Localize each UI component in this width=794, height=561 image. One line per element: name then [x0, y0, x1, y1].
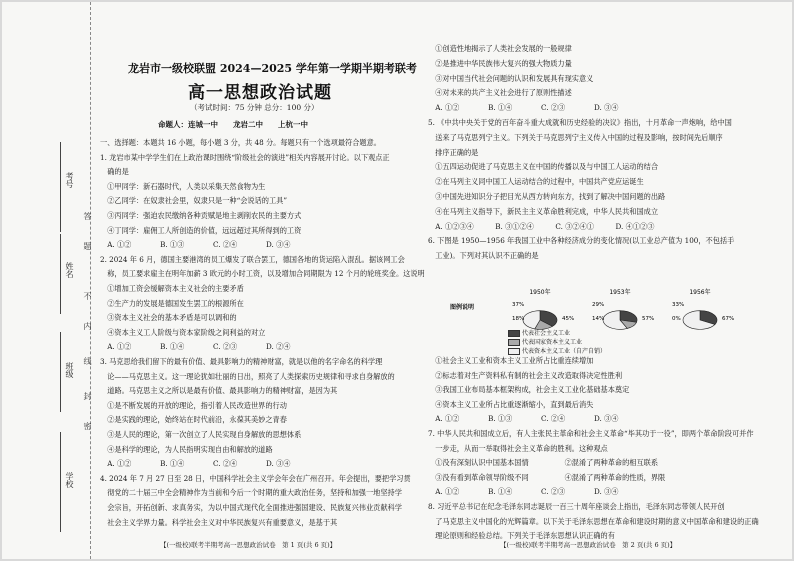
- label-school: 学校: [65, 472, 74, 488]
- left-footer: 【(一级校)联考半期考高一思想政治试卷 第 1 页(共 6 页)】: [160, 541, 337, 549]
- legend-swatch: [508, 330, 520, 337]
- pie-percent-label: 57%: [642, 316, 655, 322]
- text-line: 3. 马克思给我们留下的最有价值、最具影响力的精神财富，就是以他的名字命名的科学理: [100, 357, 383, 366]
- school-line[interactable]: [60, 432, 61, 532]
- text-line: ④对未来的共产主义社会进行了原则性描述: [428, 88, 572, 98]
- text-line: 排序正确的是: [428, 147, 479, 157]
- text-line: ②是实践的理论，始终站在时代前沿，永葆其美妙之青春: [100, 415, 287, 425]
- text-line: 7. 中华人民共和国成立后，有人主张民主革命和社会主义革命“毕其功于一役”，即两个革命阶段可并作: [428, 429, 754, 438]
- text-line: 一步走，从而一举取得社会主义革命的胜利。这种观点: [428, 443, 608, 453]
- pie-year-label: 1953年: [609, 289, 631, 296]
- text-line: 社会主义学界力量。科学社会主义对中华民族复兴有重要意义，是基于其: [100, 517, 338, 527]
- text-line: 会宗旨，开拓创新、求真务实，为以中国式现代化全面推进强国建设、民族复兴伟业贡献科学: [100, 503, 402, 512]
- text-line: 道路。马克思主义之所以是最有价值、最具影响力的精神财富，是因为其: [100, 386, 338, 396]
- warn-char-1: 答: [83, 212, 92, 222]
- warn-char-6: 封: [83, 392, 92, 402]
- text-line: 论——马克思主义。这一理论犹如壮丽的日出，照亮了人类探索历史规律和寻求自身解放的: [100, 371, 395, 381]
- text-line: 1. 龙岩市某中学学生们在上政治课时围绕“阶级社会的演进”相关内容展开讨论。以下观点正: [100, 152, 390, 162]
- pie-percent-label: 0%: [672, 316, 681, 322]
- legend-label: 代表社会主义工业: [522, 330, 571, 337]
- text-line: ③中国先进知识分子把目光从西方转向东方，找到了解决中国问题的出路: [428, 192, 666, 201]
- label-exam-no: 考号: [65, 172, 74, 188]
- text-line: ①增加工资会缓解资本主义社会的主要矛盾: [100, 284, 244, 293]
- text-line: 工业)。下列对其认识不正确的是: [428, 251, 539, 261]
- legend-swatch: [508, 339, 520, 346]
- pie-percent-label: 29%: [592, 302, 605, 308]
- warn-char-2: 题: [83, 242, 92, 252]
- chart-legend: [508, 328, 606, 355]
- text-line: 6. 下图是 1950—1956 年我国工业中各种经济成分的变化情况(以工业总产值为 100，不包括手: [428, 236, 735, 246]
- text-line: 彻党的二十届三中全会精神作为当前和今后一个时期的重大政治任务，坚持和加强一地坚持学: [100, 488, 402, 498]
- warn-char-7: 密: [83, 422, 92, 432]
- text-line: ④在马列主义指导下，新民主主义革命胜利完成，中华人民共和国成立: [428, 206, 659, 216]
- text-line: A. ①② B. ①④ C. ②④ D. ③④: [100, 459, 291, 469]
- text-line: ④是科学的理论，为人民指明实现自由和解放的道路: [100, 444, 273, 454]
- name-line[interactable]: [60, 234, 61, 314]
- text-line: 称，员工要求雇主在明年加薪 3 欧元的小时工资，以及增加合同期限为 12 个月的轮班奖金。这说明: [100, 269, 425, 279]
- text-line: A. ①② B. ①④ C. ②③ D. ③④: [428, 487, 619, 497]
- warn-char-5: 线: [83, 357, 92, 367]
- text-line: A. ①② B. ①③ C. ②④ D. ③④: [428, 414, 619, 424]
- text-line: ①社会主义工业和资本主义工业所占比重连续增加: [428, 356, 594, 365]
- legend-label: 代表资本主义工业（自产自销）: [522, 348, 607, 355]
- text-line: ①没有深刻认识中国基本国情 ②混淆了两种革命的相互联系: [428, 458, 659, 468]
- label-class: 班级: [65, 362, 74, 378]
- warn-char-4: 内: [83, 322, 92, 332]
- right-footer: 【(一级校)联考半期考高一思想政治试卷 第 2 页(共 6 页)】: [500, 541, 677, 549]
- pie-percent-label: 67%: [722, 316, 735, 322]
- pie-percent-label: 18%: [512, 316, 525, 322]
- exam-no-line[interactable]: [60, 142, 61, 232]
- class-line[interactable]: [60, 332, 61, 412]
- text-line: ①五四运动促进了马克思主义在中国的传播以及与中国工人运动的结合: [428, 162, 659, 172]
- legend-label: 代表国家资本主义工业: [522, 339, 583, 346]
- authors: 命题人：连城一中 龙岩二中 上杭一中: [158, 120, 308, 129]
- text-line: ②是推进中华民族伟大复兴的强大物质力量: [428, 58, 572, 68]
- text-line: ③对中国当代社会问题的认识和发展具有现实意义: [428, 73, 594, 83]
- legend-item: [508, 337, 606, 346]
- text-line: 确的是: [100, 167, 129, 177]
- text-line: ③是人民的理论，第一次创立了人民实现自身解放的思想体系: [100, 430, 302, 439]
- text-line: ③丙同学：强迫农民缴纳各种贡赋是地主剥削农民的主要方式: [100, 211, 302, 220]
- label-name: 姓名: [65, 262, 74, 278]
- text-line: ②在马列主义同中国工人运动结合的过程中，中国共产党应运诞生: [428, 177, 644, 187]
- legend-swatch: [508, 348, 520, 355]
- text-line: ①甲同学：新石器时代，人类以采集天然食物为生: [100, 181, 266, 191]
- text-line: ④资本主义工人阶级与资本家阶级之间利益的对立: [100, 327, 266, 337]
- text-line: 8. 习近平总书记在纪念毛泽东同志诞辰一百三十周年座谈会上指出，毛泽东同志带领人民开创: [428, 502, 725, 511]
- text-line: 了马克思主义中国化的光辉篇章。以下关于毛泽东思想在革命和建设时期的意义中国革命和建设的正确: [428, 516, 759, 526]
- legend-title: 图例说明: [450, 304, 475, 311]
- text-line: ④丁同学：雇佣工人所创造的价值，远远超过其所得到的工资: [100, 225, 302, 235]
- pie-year-label: 1950年: [529, 289, 551, 296]
- warn-char-3: 不: [83, 292, 92, 302]
- text-line: ③我国工业布局基本框架构成，社会主义工业化基础基本奠定: [428, 385, 630, 395]
- pie-percent-label: 45%: [562, 316, 575, 322]
- text-line: A. ①② B. ①④ C. ②③ D. ③④: [428, 103, 619, 113]
- pie-year-label: 1956年: [689, 289, 711, 296]
- text-line: ②标志着对生产资料私有制的社会主义改造取得决定性胜利: [428, 370, 623, 380]
- text-line: A. ①② B. ①③ C. ②④ D. ③④: [100, 240, 291, 250]
- pie-percent-label: 37%: [512, 302, 525, 308]
- text-line: 5. 《中共中央关于党的百年奋斗重大成就和历史经验的决议》指出，十月革命一声炮响，给中国: [428, 118, 732, 127]
- text-line: ③没有看到革命领导阶级不同 ④混淆了两种革命的性质，界限: [428, 472, 666, 482]
- text-line: ③资本主义社会的基本矛盾是可以调和的: [100, 313, 237, 323]
- exam-title: 龙岩市一级校联盟 2024—2025 学年第一学期半期考联考: [128, 62, 417, 75]
- text-line: 理论原则和经验总结。下列关于毛泽东思想认识正确的有: [428, 531, 615, 541]
- text-line: 4. 2024 年 7 月 27 日至 28 日，中国科学社会主义学会年会在广州召开。年会提出，要把学习贯: [100, 473, 411, 483]
- binding-strip: [2, 2, 91, 559]
- exam-info: （考试时间：75 分钟 总分：100 分）: [190, 103, 319, 112]
- text-line: A. ①② B. ①④ C. ②③ D. ②④: [100, 342, 291, 352]
- text-line: ①创造性地揭示了人类社会发展的一般规律: [428, 44, 572, 53]
- subject-title: 高一思想政治试题: [188, 83, 332, 103]
- legend-item: [508, 328, 606, 337]
- pie-percent-label: 14%: [592, 316, 605, 322]
- text-line: ②乙同学：在奴隶社会里，奴隶只是一种“会说话的工具”: [100, 196, 288, 206]
- text-line: ①是不断发展的开放的理论，指引着人民改造世界的行动: [100, 400, 287, 410]
- pie-percent-label: 33%: [672, 302, 685, 308]
- text-line: A. ①②③④ B. ③①②④ C. ③②④① D. ④①②③: [428, 221, 655, 231]
- legend-item: [508, 346, 606, 355]
- text-line: ④资本主义工业所占比重逐渐缩小，直到最后消失: [428, 399, 594, 409]
- text-line: 送来了马克思列宁主义。下列关于马克思列宁主义传入中国的过程及影响，按时间先后顺序: [428, 132, 723, 142]
- text-line: ②生产力的发展是德国发生罢工的根源所在: [100, 298, 244, 308]
- text-line: 2. 2024 年 6 月，德国主要港湾的员工爆发了联合罢工，德国各地的货运陷入混乱。据该网工会: [100, 254, 405, 264]
- text-line: 一、选择题：本题共 16 小题，每小题 3 分，共 48 分。每题只有一个选项最符合题意。: [100, 138, 381, 147]
